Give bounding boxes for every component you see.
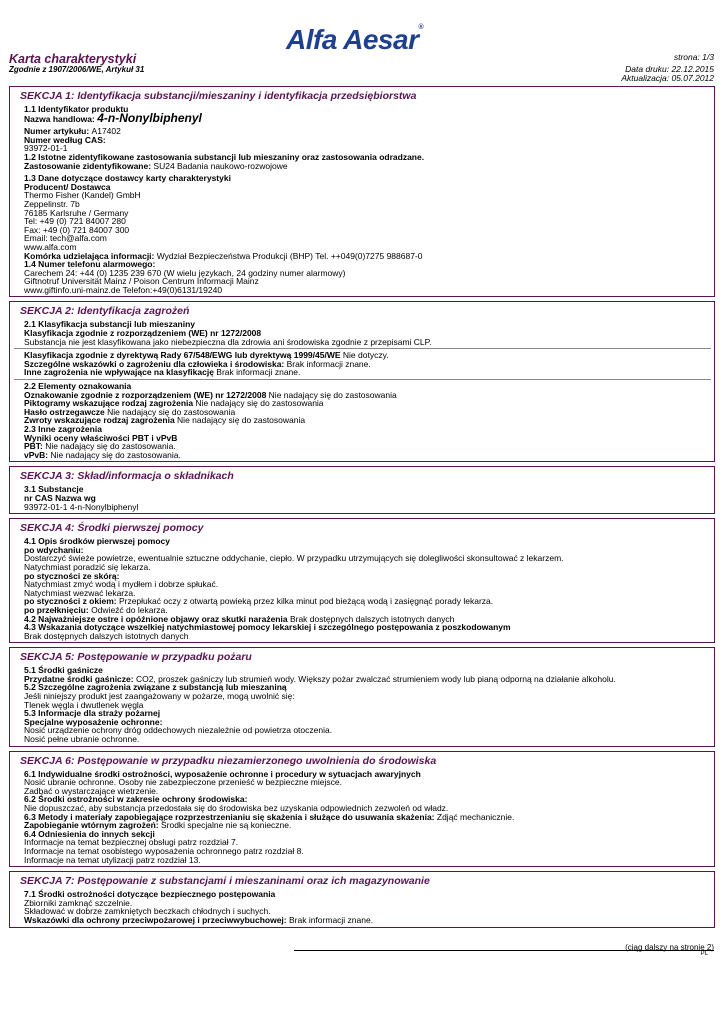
- line-value: Informacje na temat bezpiecznej obsługi patrz rozdział 7.: [24, 837, 239, 848]
- text-line: [24, 110, 711, 125]
- line-label: Wskazówki dla ochrony przeciwpożarowej i przeciwwybuchowej:: [24, 914, 289, 925]
- line-value: 93972-01-1 4-n-Nonylbiphenyl: [24, 501, 139, 512]
- separator-line: [14, 379, 711, 380]
- section-title: SEKCJA 2: Identyfikacja zagrożeń: [20, 305, 190, 318]
- line-label: Wyniki oceny właściwości PBT i vPvB: [24, 432, 178, 443]
- line-value: SU24 Badania naukowo-rozwojowe: [153, 160, 288, 171]
- line-value: Nie nadający się do zastosowania: [195, 398, 324, 409]
- line-value: Natychmiast zmyć wodą i mydłem i dobrze spłukać.: [24, 579, 219, 590]
- line-value: www.alfa.com: [24, 241, 77, 252]
- line-label: po przełknięciu:: [24, 604, 92, 615]
- update-date: Aktualizacja: 05.07.2012: [621, 73, 714, 83]
- line-label: 6.3 Metody i materiały zapobiegające rozprzestrzenianiu się skażenia i służące do usuwania skażenia:: [24, 811, 437, 822]
- trade-name: 4-n-Nonylbiphenyl: [97, 110, 202, 125]
- line-label: 2.2 Elementy oznakowania: [24, 381, 132, 392]
- line-label: 5.3 Informacje dla straży pożarnej: [24, 708, 161, 719]
- line-label: 3.1 Substancje: [24, 484, 84, 495]
- dates-block: [621, 65, 714, 83]
- section-title: SEKCJA 1: Identyfikacja substancji/mieszaniny i identyfikacja przedsiębiorstwa: [20, 90, 417, 102]
- line-label: Komórka udzielająca informacji:: [24, 250, 157, 261]
- document-title: Karta charakterystyki: [9, 52, 137, 66]
- line-label: 6.2 Środki ostrożności w zakresie ochrony środowiska:: [24, 794, 248, 805]
- text-line: [24, 234, 711, 243]
- line-value: Natychmiast wezwać lekarza.: [24, 587, 136, 598]
- line-label: 1.4 Numer telefonu alarmowego:: [24, 259, 156, 270]
- line-value: Thermo Fisher (Kandel) GmbH: [24, 190, 141, 201]
- line-value: Środki specjalne nie są konieczne.: [160, 820, 292, 831]
- line-value: Zadbać o wystarczające wietrzenie.: [24, 785, 159, 796]
- alfa-aesar-logo: Alfa Aesar®: [286, 24, 424, 55]
- line-value: A17402: [91, 126, 121, 137]
- text-line: [24, 162, 711, 171]
- line-label: po styczności z okiem:: [24, 596, 119, 607]
- line-value: Nie nadający się do zastosowania: [107, 406, 236, 417]
- line-value: 93972-01-1: [24, 143, 68, 154]
- line-value: Nie nadający się do zastosowania.: [45, 441, 176, 452]
- section-1: [9, 86, 715, 297]
- line-label: Oznakowanie zgodnie z rozporządzeniem (WE) nr 1272/2008: [24, 389, 269, 400]
- line-label: Szczególne wskazówki o zagrożeniu dla człowieka i środowiska:: [24, 358, 287, 369]
- text-line: [24, 735, 711, 744]
- line-label: 6.4 Odniesienia do innych sekcji: [24, 828, 155, 839]
- line-value: Nie nadający się do zastosowania: [177, 415, 306, 426]
- section-6: [9, 751, 715, 868]
- line-value: Zeppelinstr. 7b: [24, 198, 80, 209]
- line-value: Giftnotruf Universität Mainz / Poison Centrum Informacji Mainz: [24, 276, 259, 287]
- line-label: 5.2 Szczególne zagrożenia związane z substancją lub mieszaniną: [24, 682, 287, 693]
- text-line: [24, 338, 711, 347]
- line-label: vPvB:: [24, 449, 51, 460]
- line-label: 4.2 Najważniejsze ostre i opóźnione objawy oraz skutki narażenia: [24, 613, 290, 624]
- text-line: [24, 537, 711, 546]
- line-label: Zastosowanie zidentyfikowane:: [24, 160, 154, 171]
- line-label: Zwroty wskazujące rodzaj zagrożenia: [24, 415, 178, 426]
- text-line: [24, 226, 711, 235]
- line-value: Wydział Bezpieczeństwa Produkcji (BHP) Tel. ++049(0)7275 988687-0: [156, 250, 423, 261]
- line-value: Nie dotyczy.: [342, 350, 389, 361]
- line-label: Specjalne wyposażenie ochronne:: [24, 716, 163, 727]
- page-number: strona: 1/3: [673, 52, 714, 62]
- line-label: Nazwa handlowa:: [24, 113, 98, 124]
- line-label: Piktogramy wskazujące rodzaj zagrożenia: [24, 398, 196, 409]
- line-value: Informacje na temat utylizacji patrz rozdział 13.: [24, 854, 201, 865]
- line-value: Brak informacji znane.: [288, 914, 374, 925]
- line-value: Składować w dobrze zamkniętych beczkach chłodnych i suchych.: [24, 906, 271, 917]
- text-line: [24, 209, 711, 218]
- section-title: SEKCJA 5: Postępowanie w przypadku pożaru: [20, 651, 252, 664]
- line-label: Zapobieganie wtórnym zagrożeń:: [24, 820, 161, 831]
- text-line: [24, 485, 711, 494]
- line-value: Natychmiast poradzić się lekarza.: [24, 561, 151, 572]
- text-line: [24, 191, 711, 200]
- line-value: Brak dostępnych dalszych istotnych danych: [289, 613, 455, 624]
- text-line: [24, 286, 711, 295]
- line-value: Zdjąć mechanicznie.: [436, 811, 515, 822]
- line-value: Nosić pełne ubranie ochronne.: [24, 734, 140, 745]
- line-label: 5.1 Środki gaśnicze: [24, 665, 103, 676]
- line-label: 1.3 Dane dotyczące dostawcy karty charakterystyki: [24, 173, 231, 184]
- text-line: [24, 632, 711, 641]
- line-label: po wdychaniu:: [24, 544, 84, 555]
- section-title: SEKCJA 3: Skład/informacja o składnikach: [20, 470, 234, 483]
- language-code: PL: [700, 951, 708, 957]
- section-3: [9, 466, 715, 514]
- line-value: Carechem 24: +44 (0) 1235 239 670 (W wielu językach, 24 godziny numer alarmowy): [24, 267, 346, 278]
- line-value: Odwieźć do lekarza.: [91, 604, 168, 615]
- line-label: 6.1 Indywidualne środki ostrożności, wyposażenie ochronne i procedury w sytuacjach awaryjnych: [24, 768, 421, 779]
- text-line: [24, 563, 711, 572]
- line-value: Substancja nie jest klasyfikowana jako niebezpieczna dla zdrowia ani środowiska zgodnie z przepisami CLP.: [24, 336, 432, 347]
- line-value: Przepłukać oczy z otwartą powieką przez kilka minut pod bieżącą wodą i zasięgnąć porady lekarza.: [118, 596, 494, 607]
- section-title: SEKCJA 7: Postępowanie z substancjami i mieszaninami oraz ich magazynowanie: [20, 875, 430, 888]
- text-line: [24, 856, 711, 865]
- text-line: [24, 127, 711, 136]
- line-label: 2.3 Inne zagrożenia: [24, 424, 102, 434]
- section-title: SEKCJA 6: Postępowanie w przypadku niezamierzonego uwolnienia do środowiska: [20, 754, 437, 767]
- line-value: Informacje na temat osobistego wyposażenia ochronnego patrz rozdział 8.: [24, 845, 304, 856]
- line-value: Tel: +49 (0) 721 84007 280: [24, 216, 126, 227]
- line-label: Przydatne środki gaśnicze:: [24, 673, 136, 684]
- text-line: [24, 451, 711, 460]
- line-label: po styczności ze skórą:: [24, 570, 120, 581]
- line-label: 1.2 Istotne zidentyfikowane zastosowania substancji lub mieszaniny oraz zastosowania odradzane.: [24, 151, 425, 162]
- line-label: 2.1 Klasyfikacja substancji lub mieszaniny: [24, 319, 196, 330]
- text-line: [24, 503, 711, 512]
- line-label: Numer artykułu:: [24, 126, 92, 137]
- line-value: Brak informacji znane.: [286, 358, 371, 369]
- line-label: 4.1 Opis środków pierwszej pomocy: [24, 536, 170, 547]
- document-subtitle: Zgodnie z 1907/2006/WE, Artykuł 31: [9, 65, 145, 74]
- line-value: 76185 Karlsruhe / Germany: [24, 207, 129, 218]
- line-label: nr CAS Nazwa wg: [24, 492, 96, 503]
- line-value: Nie dopuszczać, aby substancja przedostała się do środowiska bez uzyskania odpowiednich zezwoleń od władz.: [24, 803, 449, 813]
- line-label: Numer według CAS:: [24, 134, 106, 145]
- line-value: Nosić ubranie ochronne. Osoby nie zabezpieczone przenieść w bezpieczne miejsce.: [24, 777, 342, 788]
- line-label: 1.1 Identyfikator produktu: [24, 104, 129, 114]
- line-label: Klasyfikacja zgodnie z rozporządzeniem (WE) nr 1272/2008: [24, 328, 262, 339]
- line-value: Jeśli niniejszy produkt jest zaangażowany w pożarze, mogą uwolnić się:: [24, 691, 295, 702]
- footer-rule: [294, 950, 714, 951]
- section-title: SEKCJA 4: Środki pierwszej pomocy: [20, 522, 204, 535]
- line-value: Fax: +49 (0) 721 84007 300: [24, 224, 130, 235]
- line-label: 4.3 Wskazania dotyczące wszelkiej natychmiastowej pomocy lekarskiej i szczególnego postępowania z poszkodowanym: [24, 622, 511, 633]
- line-value: Dostarczyć świeże powietrze, ewentualnie sztuczne oddychanie, ciepło. W przypadku utrzymujących się dolegliwości skonsultować z lekarzem.: [24, 553, 564, 564]
- line-label: Inne zagrożenia nie wpływające na klasyfikację: [24, 367, 217, 378]
- section-2: [9, 301, 715, 462]
- line-value: Brak dostępnych dalszych istotnych danych: [24, 630, 189, 641]
- sections-container: [9, 86, 715, 932]
- separator-line: [14, 348, 711, 349]
- line-value: CO2, proszek gaśniczy lub strumień wody. Większy pożar zwalczać strumieniem wody lub pianą odporną na działanie alkoholu.: [135, 673, 616, 684]
- section-4: [9, 518, 715, 643]
- text-line: [24, 136, 711, 145]
- line-value: Nie nadający się do zastosowania.: [50, 449, 181, 460]
- line-value: Zbiorniki zamknąć szczelnie.: [24, 897, 133, 908]
- text-line: [24, 174, 711, 183]
- line-value: Nie nadający się do zastosowania: [268, 389, 397, 400]
- text-line: [24, 368, 711, 377]
- print-date: Data druku: 22.12.2015: [625, 64, 714, 74]
- line-label: 7.1 Środki ostrożności dotyczące bezpiecznego postępowania: [24, 889, 276, 900]
- line-value: Brak informacji znane.: [216, 367, 301, 378]
- line-label: Producent/ Dostawca: [24, 181, 111, 192]
- line-value: Nosić urządzenie ochrony dróg oddechowych niezależnie od powietrza otoczenia.: [24, 725, 333, 736]
- section-5: [9, 647, 715, 746]
- line-label: Hasło ostrzegawcze: [24, 406, 108, 417]
- text-line: [24, 916, 711, 925]
- line-value: Email: tech@alfa.com: [24, 233, 107, 244]
- section-7: [9, 871, 715, 927]
- line-label: Klasyfikacja zgodnie z dyrektywą Rady 67/548/EWG lub dyrektywą 1999/45/WE: [24, 350, 343, 361]
- text-line: [24, 416, 711, 425]
- line-label: PBT:: [24, 441, 46, 452]
- line-value: www.giftinfo.uni-mainz.de Telefon:+49(0)6131/19240: [24, 284, 223, 295]
- line-value: Tlenek węgla i dwutlenek węgla: [24, 699, 144, 710]
- continued-note: (ciąg dalszy na stronie 2): [625, 943, 714, 952]
